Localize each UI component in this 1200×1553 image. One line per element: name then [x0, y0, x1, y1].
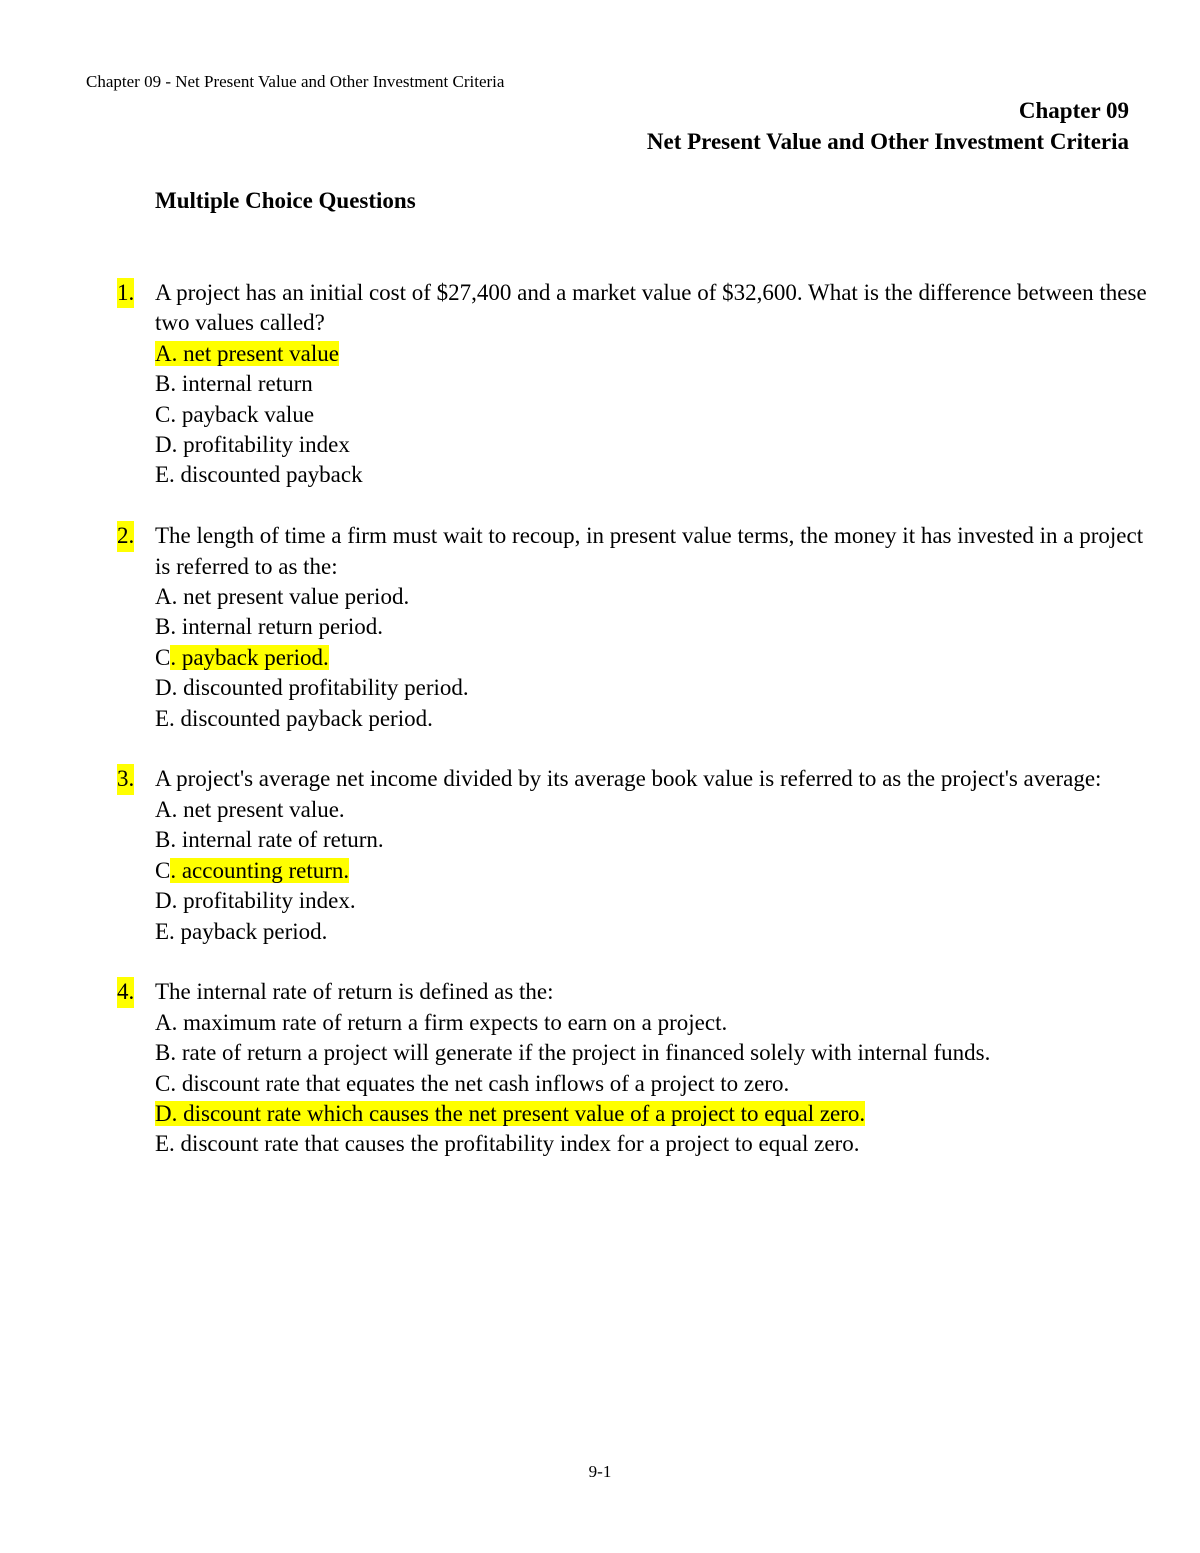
option-text: D. profitability index. — [155, 888, 356, 914]
option-e — [155, 704, 1147, 734]
correct-answer-highlight: D. discount rate which causes the net present value of a project to equal zero. — [155, 1100, 866, 1126]
question-4 — [117, 977, 1147, 1159]
running-header: Chapter 09 - Net Present Value and Other Investment Criteria — [86, 72, 505, 91]
option-text: B. internal return period. — [155, 614, 384, 640]
question-list — [117, 278, 1147, 1190]
option-e — [155, 917, 1147, 947]
question-number: 4. — [117, 977, 134, 1007]
option-text: A. maximum rate of return a firm expects to earn on a project. — [155, 1009, 728, 1035]
option-text: E. discounted payback period. — [155, 705, 433, 731]
option-prefix: C — [155, 857, 171, 883]
option-a — [155, 582, 1147, 612]
option-b — [155, 369, 1147, 399]
question-text: A project has an initial cost of $27,400 and a market value of $32,600. What is the difference between these two values called? — [155, 280, 1147, 336]
question-3 — [117, 764, 1147, 946]
chapter-title: Net Present Value and Other Investment Criteria — [646, 129, 1129, 154]
chapter-title-block — [647, 95, 1129, 157]
question-text: The internal rate of return is defined as the: — [155, 979, 554, 1005]
option-text: D. profitability index — [155, 432, 350, 458]
page-number: 9-1 — [588, 1462, 612, 1481]
option-a — [155, 339, 1147, 369]
option-text: C. discount rate that equates the net cash inflows of a project to zero. — [155, 1070, 790, 1096]
option-text: E. payback period. — [155, 918, 328, 944]
question-number: 3. — [117, 764, 134, 794]
option-d — [155, 673, 1147, 703]
question-2 — [117, 521, 1147, 734]
option-b — [155, 825, 1147, 855]
correct-answer-highlight: A. net present value — [155, 340, 339, 366]
option-d — [155, 430, 1147, 460]
question-1 — [117, 278, 1147, 491]
option-text: D. discounted profitability period. — [155, 675, 469, 701]
option-d — [155, 1099, 1147, 1129]
option-c — [155, 856, 1147, 886]
option-e — [155, 460, 1147, 490]
question-text: A project's average net income divided by its average book value is referred to as the project's average: — [155, 766, 1102, 792]
correct-answer-highlight: . payback period. — [170, 644, 329, 670]
correct-answer-highlight: . accounting return. — [170, 857, 350, 883]
chapter-number: Chapter 09 — [1018, 98, 1129, 123]
option-c — [155, 400, 1147, 430]
option-d — [155, 886, 1147, 916]
option-a — [155, 795, 1147, 825]
option-text: B. rate of return a project will generate if the project in financed solely with internal funds. — [155, 1040, 991, 1066]
option-a — [155, 1008, 1147, 1038]
question-number: 2. — [117, 521, 134, 551]
option-b — [155, 1038, 1147, 1068]
option-text: C. payback value — [155, 401, 315, 427]
option-text: B. internal return — [155, 371, 313, 397]
option-e — [155, 1129, 1147, 1159]
option-text: A. net present value. — [155, 796, 345, 822]
option-text: E. discount rate that causes the profitability index for a project to equal zero. — [155, 1131, 860, 1157]
section-title: Multiple Choice Questions — [155, 188, 416, 213]
option-c — [155, 643, 1147, 673]
option-text: A. net present value period. — [155, 584, 410, 610]
option-c — [155, 1069, 1147, 1099]
option-text: E. discounted payback — [155, 462, 363, 488]
question-number: 1. — [117, 278, 134, 308]
option-prefix: C — [155, 644, 171, 670]
question-text: The length of time a firm must wait to recoup, in present value terms, the money it has invested in a project is referred to as the: — [155, 523, 1144, 579]
option-text: B. internal rate of return. — [155, 827, 384, 853]
option-b — [155, 612, 1147, 642]
